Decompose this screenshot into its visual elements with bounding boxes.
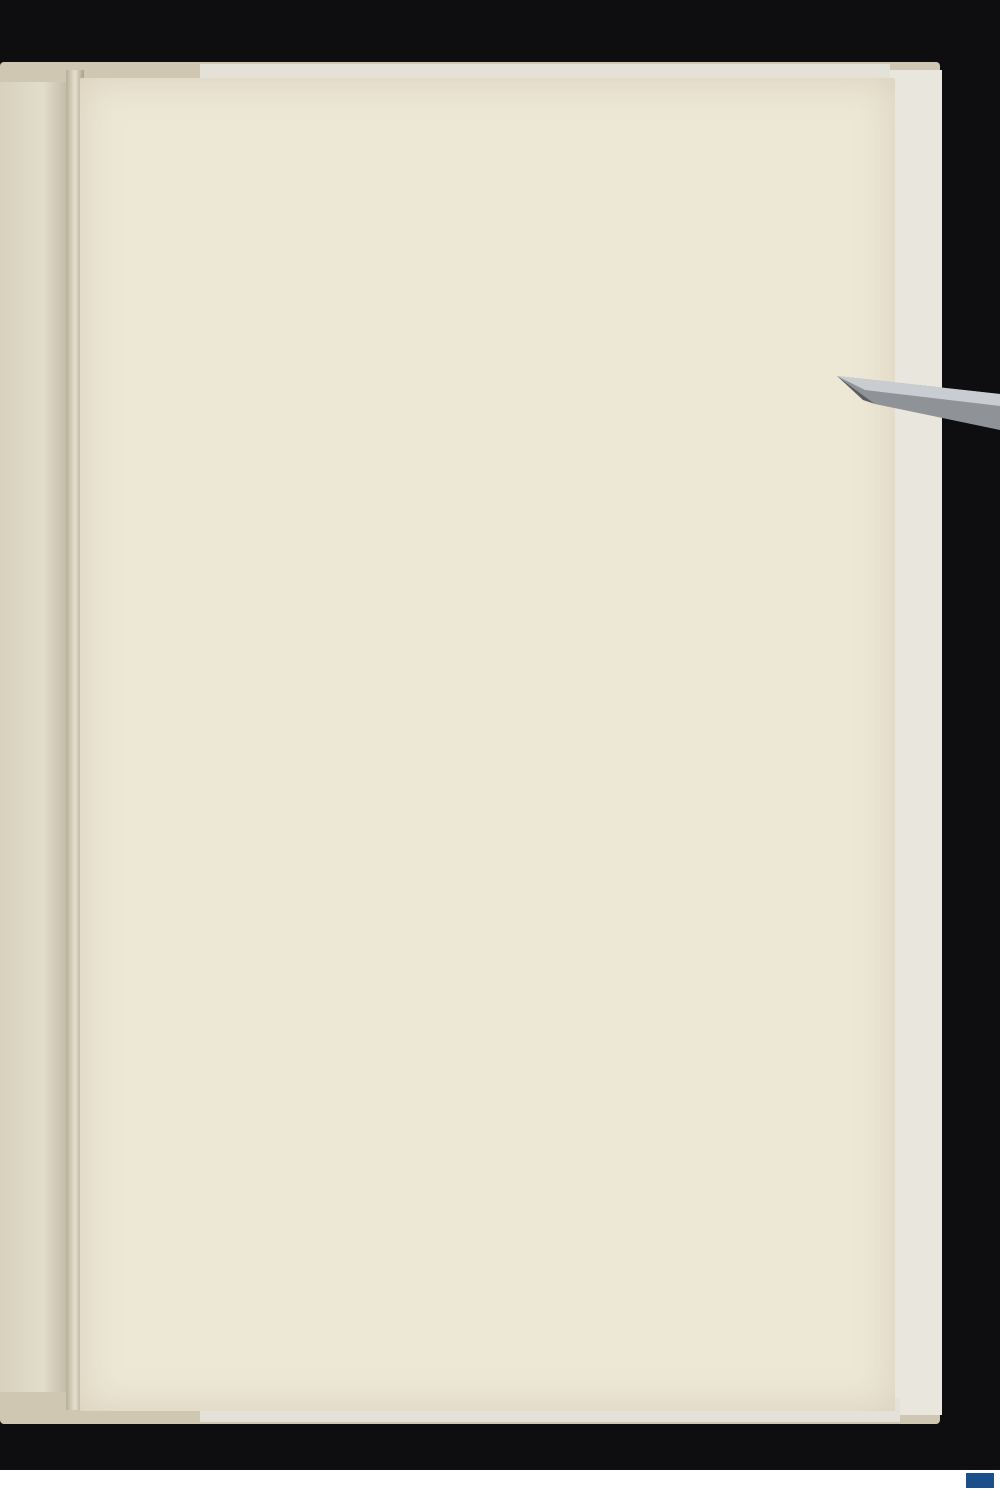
footer-bar <box>0 1470 1000 1493</box>
page-body-text <box>118 196 648 229</box>
pen-nib-icon <box>835 360 1000 440</box>
left-page <box>0 82 72 1392</box>
main-page <box>80 78 895 1411</box>
dfg-logo[interactable] <box>966 1473 994 1488</box>
right-stack-text-edge <box>895 80 940 1410</box>
